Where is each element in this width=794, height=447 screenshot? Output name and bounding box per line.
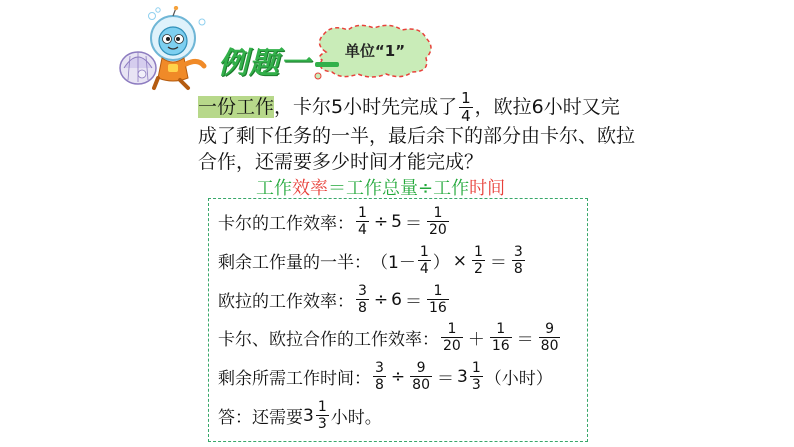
l1-op1: ÷: [373, 211, 389, 232]
l4-frac-a: $\frac{1}{20}$: [443, 321, 461, 354]
formula-work: 工作: [256, 178, 292, 199]
l3-op2: ＝: [405, 292, 422, 312]
l2-frac-a: $\frac{1}{4}$: [419, 244, 429, 277]
title-dash: [315, 62, 339, 67]
example-title: [218, 38, 339, 82]
problem-line1-a: ，卡尔5小时先完成了: [274, 96, 458, 118]
l2-close: ）: [432, 253, 450, 273]
problem-line-1: [198, 91, 620, 124]
l1-frac-a: $\frac{1}{4}$: [358, 205, 367, 238]
l4-label: 卡尔、欧拉合作的工作效率：: [218, 330, 439, 350]
unit-one-label: 单位“1”: [344, 42, 406, 60]
answer-label: 答：还需要: [218, 408, 303, 428]
l2-frac-r: $\frac{3}{8}$: [513, 244, 523, 277]
formula-efficiency: 效率: [292, 178, 328, 199]
l5-frac-b: $\frac{9}{80}$: [412, 360, 430, 393]
l2-op1: ×: [452, 250, 467, 271]
highlight-one-job: 一份工作: [198, 96, 275, 118]
problem-line-3: 合作，还需要多少时间才能完成？: [198, 151, 484, 173]
answer-unit: 小时。: [330, 408, 382, 428]
l1-frac-r: $\frac{1}{20}$: [429, 205, 447, 238]
l3-frac-a: $\frac{3}{8}$: [358, 283, 367, 316]
l4-frac-b: $\frac{1}{16}$: [491, 321, 510, 354]
l1-b: 5: [391, 211, 402, 232]
solution-line-2: [218, 245, 527, 276]
l4-op1: ＋: [467, 330, 485, 350]
l3-label: 欧拉的工作效率：: [218, 292, 354, 312]
solution-line-4: [218, 322, 562, 353]
l2-open: （1－: [371, 253, 416, 273]
l1-op2: ＝: [405, 214, 422, 234]
l5-frac-r: $\frac{1}{3}$: [471, 360, 481, 393]
formula-line: [256, 174, 505, 200]
answer-whole: 3: [303, 405, 314, 426]
l5-frac-a: $\frac{3}{8}$: [375, 360, 384, 393]
problem-line1-b: ，欧拉6小时又完: [474, 96, 620, 118]
l4-frac-r: $\frac{9}{80}$: [540, 321, 559, 354]
l1-label: 卡尔的工作效率：: [218, 214, 354, 234]
l3-frac-r: $\frac{1}{16}$: [429, 283, 447, 316]
l5-op2: ＝: [437, 369, 454, 389]
l5-label: 剩余所需工作时间：: [218, 369, 371, 389]
astronaut-mascot-icon: [118, 6, 218, 92]
l3-b: 6: [391, 289, 402, 310]
solution-line-3: [218, 284, 451, 315]
problem-line-2: 成了剩下任务的一半，最后余下的部分由卡尔、欧拉: [198, 125, 636, 147]
solution-answer: [218, 400, 382, 431]
fraction-one-quarter: $\frac{1}{4}$: [461, 89, 471, 125]
l5-whole: 3: [457, 366, 468, 387]
answer-frac: $\frac{1}{3}$: [317, 399, 327, 432]
solution-line-1: [218, 206, 451, 237]
solution-line-5: [218, 361, 553, 392]
l4-op2: ＝: [516, 330, 534, 350]
l3-op1: ÷: [373, 289, 389, 310]
l2-label: 剩余工作量的一半：: [218, 253, 371, 273]
l2-op2: ＝: [489, 253, 507, 273]
l2-frac-b: $\frac{1}{2}$: [474, 244, 483, 277]
formula-middle: ＝工作总量÷工作: [328, 178, 470, 199]
formula-time: 时间: [469, 178, 506, 199]
example-title-text: 例题一: [218, 46, 311, 81]
l5-unit: （小时）: [484, 369, 553, 389]
l5-op1: ÷: [390, 366, 406, 387]
